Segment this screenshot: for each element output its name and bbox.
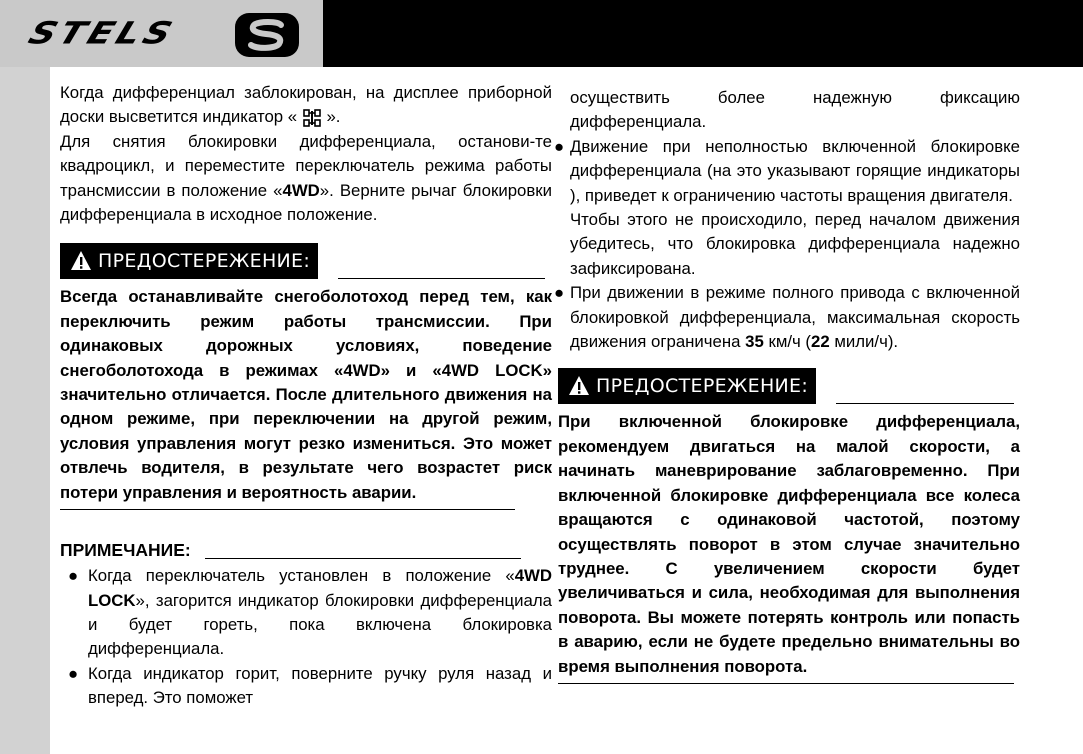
- paragraph-unlock: Для снятия блокировки дифференциала, останови-те квадроцикл, и переместите переключатель режима работы трансмиссии в положение «4WD». Верните рычаг блокировки дифференциала в исходное положение.: [60, 131, 552, 225]
- note-item: ● Когда переключатель установлен в положение «4WD LOCK», загорится индикатор блокировки дифференциала и будет гореть, пока включена блокировка дифференциала.: [68, 566, 552, 659]
- note-title-underline: [205, 558, 521, 559]
- bullet-icon: ●: [68, 566, 79, 586]
- warning-rule: [836, 403, 1014, 404]
- logo-area: [0, 0, 323, 67]
- bullet-icon: ●: [554, 136, 565, 156]
- side-strip: [0, 67, 50, 754]
- warning-text-left: Всегда останавливайте снегоболотоход перед тем, как переключить режим работы трансмиссии. При одинаковых дорожных условиях, поведение снегоболотохода в режимах «4WD» и «4WD LOCK» значительно отличается. После длительного движения на одном режиме, при переключении на другой режим, условия управления могут резко измениться. Это может отвлечь водителя, в результате чего возрастет риск потери управления и вероятность аварии.: [60, 287, 552, 502]
- warning-triangle-icon: [70, 250, 92, 272]
- left-column: [60, 81, 552, 711]
- warning-badge: ПРЕДОСТЕРЕЖЕНИЕ:: [558, 368, 816, 404]
- paragraph-continued: осуществить более надежную фиксацию дифференциала.: [570, 88, 1020, 132]
- warning-rule: [338, 278, 545, 279]
- brand-emblem-icon: [234, 12, 300, 58]
- warning-end-rule: [558, 683, 1014, 684]
- bullet-item: ● Движение при неполностью включенной блокировке дифференциала (на это указывают горящие индикаторы ), приведет к ограничению частоты вращения двигателя.: [554, 136, 1020, 205]
- brand-logo-text: STELS: [23, 16, 181, 51]
- right-column: [554, 86, 1020, 684]
- page-header: [0, 0, 1083, 67]
- bullet-sub-paragraph: Чтобы этого не происходило, перед началом движения убедитесь, что блокировка дифференциала надежно зафиксирована.: [570, 210, 1020, 278]
- warning-triangle-icon: [568, 375, 590, 397]
- bullet-icon: ●: [68, 663, 79, 683]
- note-item: ● Когда индикатор горит, поверните ручку руля назад и вперед. Это поможет: [68, 663, 552, 708]
- bullet-item: ● При движении в режиме полного привода с включенной блокировкой дифференциала, максимальная скорость движения ограничена 35 км/ч (22 мили/ч).: [554, 283, 1020, 352]
- warning-text-right: При включенной блокировке дифференциала, рекомендуем двигаться на малой скорости, а начинать маневрирование заблаговременно. При включенной блокировке дифференциала все колеса вращаются с одинаковой частотой, поэтому осуществлять поворот в этом случае значительно труднее. С увеличением скорости будет увеличиваться и сила, необходимая для выполнения поворота. Вы можете потерять контроль или попасть в аварию, если не будете предельно внимательны во время выполнения поворота.: [558, 412, 1020, 676]
- warning-header-left: [60, 243, 552, 283]
- warning-header-right: [558, 368, 1020, 408]
- warning-end-rule: [60, 509, 515, 510]
- warning-badge: ПРЕДОСТЕРЕЖЕНИЕ:: [60, 243, 318, 279]
- note-title: ПРИМЕЧАНИЕ:: [60, 538, 552, 564]
- bullet-icon: ●: [554, 283, 565, 303]
- note-list: [68, 564, 552, 710]
- diff-lock-indicator-icon: [302, 108, 322, 128]
- paragraph-indicator: Когда дифференциал заблокирован, на дисплее приборной доски высветится индикатор « ».: [60, 83, 552, 127]
